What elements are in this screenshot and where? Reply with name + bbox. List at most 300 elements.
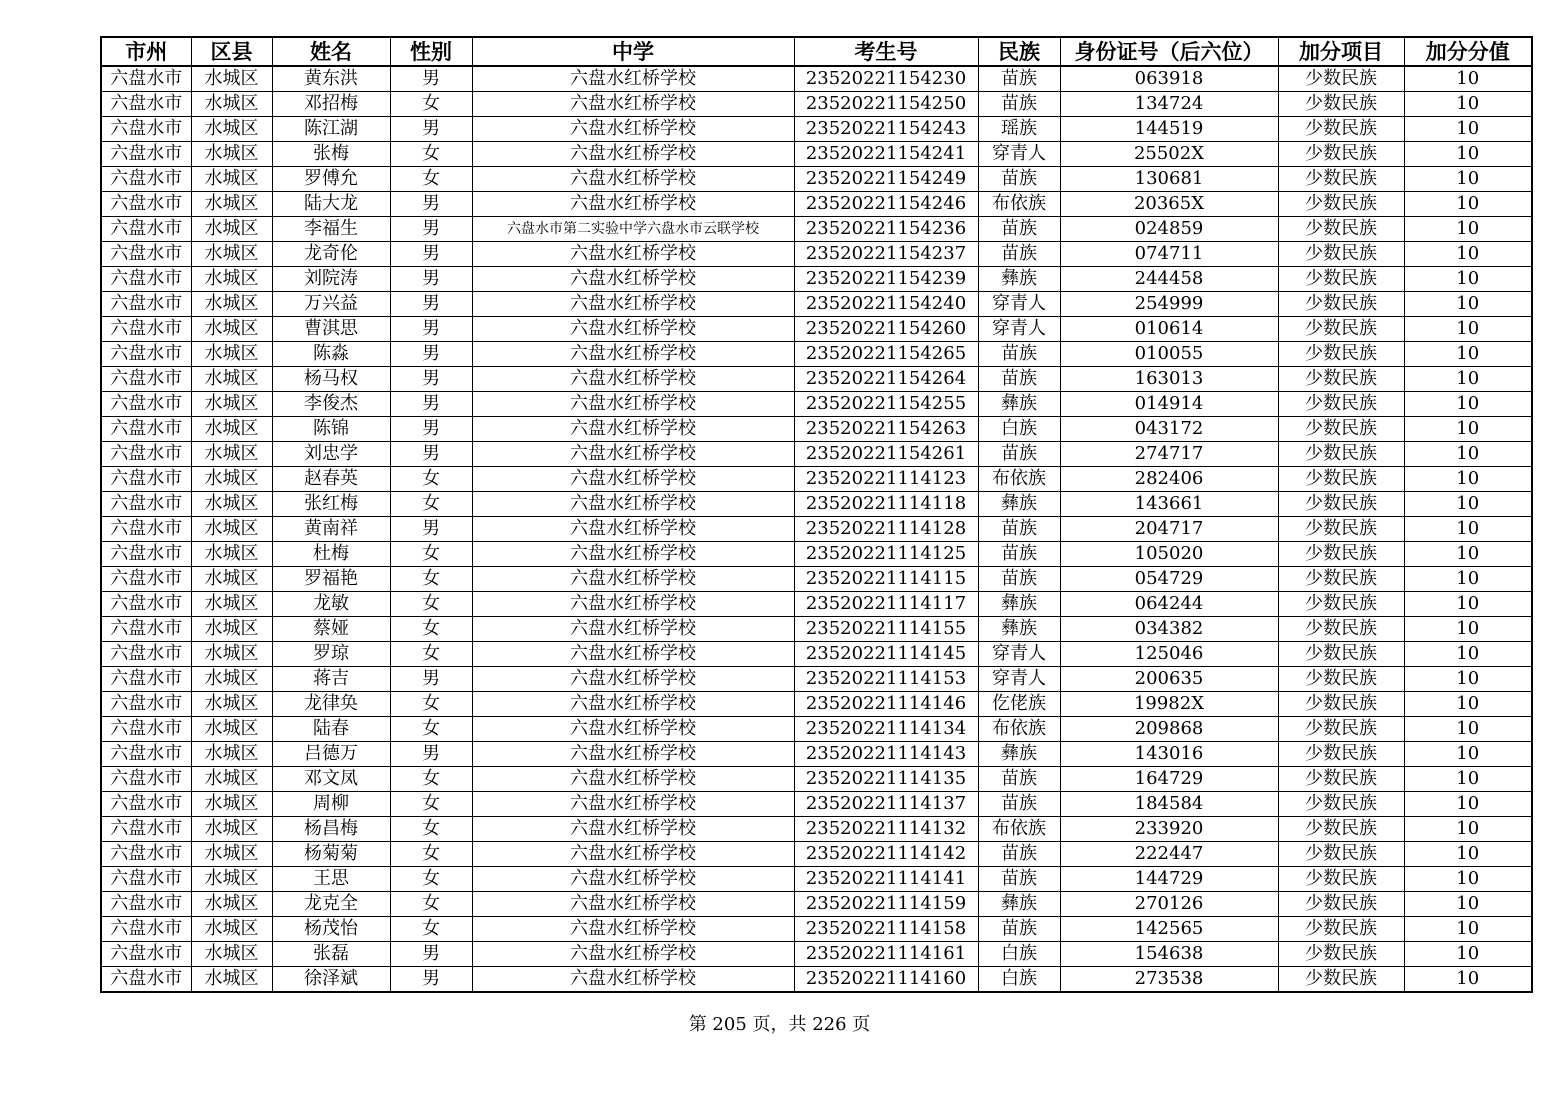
cell-district: 水城区 xyxy=(191,592,272,617)
cell-bonus-item: 少数民族 xyxy=(1278,392,1404,417)
cell-city: 六盘水市 xyxy=(101,242,191,267)
cell-id-last-six: 143661 xyxy=(1060,492,1278,517)
cell-district: 水城区 xyxy=(191,217,272,242)
cell-bonus-item: 少数民族 xyxy=(1278,367,1404,392)
table-row xyxy=(101,292,1532,317)
cell-name: 陆大龙 xyxy=(272,192,390,217)
cell-name: 徐泽斌 xyxy=(272,967,390,993)
table-row xyxy=(101,192,1532,217)
cell-ethnicity: 穿青人 xyxy=(978,667,1060,692)
header-ethnicity: 民族 xyxy=(978,37,1060,66)
cell-ethnicity: 彝族 xyxy=(978,892,1060,917)
cell-city: 六盘水市 xyxy=(101,642,191,667)
table-row xyxy=(101,642,1532,667)
cell-bonus-item: 少数民族 xyxy=(1278,892,1404,917)
cell-id-last-six: 142565 xyxy=(1060,917,1278,942)
cell-name: 黄南祥 xyxy=(272,517,390,542)
cell-exam-number: 23520221114117 xyxy=(794,592,978,617)
table-row xyxy=(101,742,1532,767)
cell-city: 六盘水市 xyxy=(101,667,191,692)
cell-name: 杨马权 xyxy=(272,367,390,392)
cell-district: 水城区 xyxy=(191,517,272,542)
table-row xyxy=(101,117,1532,142)
cell-id-last-six: 043172 xyxy=(1060,417,1278,442)
cell-name: 李福生 xyxy=(272,217,390,242)
cell-id-last-six: 064244 xyxy=(1060,592,1278,617)
cell-district: 水城区 xyxy=(191,942,272,967)
table-row xyxy=(101,967,1532,993)
table-row xyxy=(101,242,1532,267)
cell-ethnicity: 苗族 xyxy=(978,767,1060,792)
cell-ethnicity: 苗族 xyxy=(978,167,1060,192)
cell-ethnicity: 苗族 xyxy=(978,217,1060,242)
cell-ethnicity: 苗族 xyxy=(978,242,1060,267)
cell-bonus-item: 少数民族 xyxy=(1278,642,1404,667)
cell-id-last-six: 282406 xyxy=(1060,467,1278,492)
table-row xyxy=(101,217,1532,242)
cell-exam-number: 23520221154237 xyxy=(794,242,978,267)
cell-ethnicity: 布依族 xyxy=(978,192,1060,217)
cell-id-last-six: 010614 xyxy=(1060,317,1278,342)
header-name: 姓名 xyxy=(272,37,390,66)
header-bonus-value: 加分分值 xyxy=(1404,37,1532,66)
cell-ethnicity: 布依族 xyxy=(978,717,1060,742)
cell-id-last-six: 144729 xyxy=(1060,867,1278,892)
cell-school: 六盘水红桥学校 xyxy=(472,492,794,517)
cell-ethnicity: 穿青人 xyxy=(978,292,1060,317)
cell-gender: 男 xyxy=(390,367,472,392)
cell-exam-number: 23520221114135 xyxy=(794,767,978,792)
cell-id-last-six: 222447 xyxy=(1060,842,1278,867)
table-row xyxy=(101,917,1532,942)
bonus-points-table xyxy=(100,36,1533,993)
header-id-last-six: 身份证号（后六位） xyxy=(1060,37,1278,66)
cell-name: 张磊 xyxy=(272,942,390,967)
table-row xyxy=(101,542,1532,567)
cell-school: 六盘水红桥学校 xyxy=(472,467,794,492)
cell-exam-number: 23520221154264 xyxy=(794,367,978,392)
cell-exam-number: 23520221114160 xyxy=(794,967,978,993)
cell-bonus-value: 10 xyxy=(1404,717,1532,742)
cell-name: 罗琼 xyxy=(272,642,390,667)
cell-district: 水城区 xyxy=(191,717,272,742)
cell-exam-number: 23520221114123 xyxy=(794,467,978,492)
table-row xyxy=(101,592,1532,617)
cell-gender: 女 xyxy=(390,617,472,642)
cell-name: 陈锦 xyxy=(272,417,390,442)
cell-gender: 男 xyxy=(390,242,472,267)
cell-name: 陆春 xyxy=(272,717,390,742)
header-exam-number: 考生号 xyxy=(794,37,978,66)
table-row xyxy=(101,142,1532,167)
cell-bonus-value: 10 xyxy=(1404,817,1532,842)
cell-exam-number: 23520221114115 xyxy=(794,567,978,592)
cell-district: 水城区 xyxy=(191,492,272,517)
cell-gender: 男 xyxy=(390,442,472,467)
cell-bonus-item: 少数民族 xyxy=(1278,267,1404,292)
cell-bonus-value: 10 xyxy=(1404,517,1532,542)
cell-id-last-six: 270126 xyxy=(1060,892,1278,917)
cell-bonus-item: 少数民族 xyxy=(1278,617,1404,642)
cell-school: 六盘水红桥学校 xyxy=(472,267,794,292)
cell-bonus-item: 少数民族 xyxy=(1278,692,1404,717)
cell-city: 六盘水市 xyxy=(101,342,191,367)
cell-name: 吕德万 xyxy=(272,742,390,767)
cell-exam-number: 23520221114142 xyxy=(794,842,978,867)
cell-bonus-item: 少数民族 xyxy=(1278,117,1404,142)
cell-bonus-value: 10 xyxy=(1404,967,1532,993)
cell-exam-number: 23520221114145 xyxy=(794,642,978,667)
cell-bonus-value: 10 xyxy=(1404,867,1532,892)
cell-gender: 男 xyxy=(390,292,472,317)
cell-name: 刘忠学 xyxy=(272,442,390,467)
cell-city: 六盘水市 xyxy=(101,417,191,442)
cell-name: 黄东洪 xyxy=(272,66,390,92)
cell-name: 李俊杰 xyxy=(272,392,390,417)
cell-name: 王思 xyxy=(272,867,390,892)
cell-gender: 男 xyxy=(390,192,472,217)
cell-bonus-value: 10 xyxy=(1404,692,1532,717)
cell-bonus-value: 10 xyxy=(1404,642,1532,667)
table-row xyxy=(101,692,1532,717)
cell-gender: 女 xyxy=(390,542,472,567)
cell-id-last-six: 204717 xyxy=(1060,517,1278,542)
page-number: 第 205 页，共 226 页 xyxy=(688,1014,871,1035)
cell-id-last-six: 063918 xyxy=(1060,66,1278,92)
cell-name: 龙克全 xyxy=(272,892,390,917)
cell-city: 六盘水市 xyxy=(101,617,191,642)
cell-gender: 女 xyxy=(390,592,472,617)
header-city: 市州 xyxy=(101,37,191,66)
cell-district: 水城区 xyxy=(191,142,272,167)
cell-city: 六盘水市 xyxy=(101,392,191,417)
cell-bonus-value: 10 xyxy=(1404,342,1532,367)
cell-bonus-item: 少数民族 xyxy=(1278,717,1404,742)
cell-city: 六盘水市 xyxy=(101,917,191,942)
cell-bonus-item: 少数民族 xyxy=(1278,817,1404,842)
cell-gender: 女 xyxy=(390,567,472,592)
cell-name: 万兴益 xyxy=(272,292,390,317)
cell-school: 六盘水红桥学校 xyxy=(472,142,794,167)
cell-ethnicity: 苗族 xyxy=(978,517,1060,542)
cell-district: 水城区 xyxy=(191,542,272,567)
cell-gender: 男 xyxy=(390,117,472,142)
cell-id-last-six: 125046 xyxy=(1060,642,1278,667)
cell-exam-number: 23520221154249 xyxy=(794,167,978,192)
cell-school: 六盘水红桥学校 xyxy=(472,792,794,817)
table-row xyxy=(101,317,1532,342)
table-row xyxy=(101,417,1532,442)
cell-school: 六盘水市第二实验中学六盘水市云联学校 xyxy=(472,217,794,242)
table-row xyxy=(101,267,1532,292)
cell-city: 六盘水市 xyxy=(101,517,191,542)
cell-exam-number: 23520221114128 xyxy=(794,517,978,542)
cell-city: 六盘水市 xyxy=(101,842,191,867)
cell-district: 水城区 xyxy=(191,342,272,367)
cell-school: 六盘水红桥学校 xyxy=(472,667,794,692)
cell-district: 水城区 xyxy=(191,642,272,667)
cell-city: 六盘水市 xyxy=(101,717,191,742)
cell-bonus-item: 少数民族 xyxy=(1278,292,1404,317)
cell-school: 六盘水红桥学校 xyxy=(472,392,794,417)
cell-bonus-item: 少数民族 xyxy=(1278,667,1404,692)
cell-gender: 女 xyxy=(390,842,472,867)
table-row xyxy=(101,517,1532,542)
cell-name: 邓文凤 xyxy=(272,767,390,792)
cell-gender: 男 xyxy=(390,342,472,367)
cell-id-last-six: 273538 xyxy=(1060,967,1278,993)
cell-district: 水城区 xyxy=(191,167,272,192)
cell-id-last-six: 143016 xyxy=(1060,742,1278,767)
header-bonus-item: 加分项目 xyxy=(1278,37,1404,66)
cell-city: 六盘水市 xyxy=(101,317,191,342)
cell-exam-number: 23520221114118 xyxy=(794,492,978,517)
cell-id-last-six: 163013 xyxy=(1060,367,1278,392)
cell-id-last-six: 20365X xyxy=(1060,192,1278,217)
cell-bonus-item: 少数民族 xyxy=(1278,917,1404,942)
cell-gender: 女 xyxy=(390,867,472,892)
cell-bonus-value: 10 xyxy=(1404,92,1532,117)
cell-bonus-value: 10 xyxy=(1404,167,1532,192)
cell-exam-number: 23520221114158 xyxy=(794,917,978,942)
cell-id-last-six: 254999 xyxy=(1060,292,1278,317)
cell-gender: 男 xyxy=(390,967,472,993)
cell-city: 六盘水市 xyxy=(101,442,191,467)
cell-exam-number: 23520221114132 xyxy=(794,817,978,842)
cell-exam-number: 23520221114161 xyxy=(794,942,978,967)
cell-bonus-value: 10 xyxy=(1404,892,1532,917)
cell-school: 六盘水红桥学校 xyxy=(472,317,794,342)
cell-bonus-item: 少数民族 xyxy=(1278,66,1404,92)
cell-id-last-six: 244458 xyxy=(1060,267,1278,292)
cell-name: 陈淼 xyxy=(272,342,390,367)
cell-school: 六盘水红桥学校 xyxy=(472,692,794,717)
cell-name: 杨菊菊 xyxy=(272,842,390,867)
cell-name: 邓招梅 xyxy=(272,92,390,117)
cell-bonus-value: 10 xyxy=(1404,667,1532,692)
cell-bonus-item: 少数民族 xyxy=(1278,517,1404,542)
cell-district: 水城区 xyxy=(191,292,272,317)
cell-bonus-item: 少数民族 xyxy=(1278,167,1404,192)
cell-ethnicity: 苗族 xyxy=(978,367,1060,392)
table-row xyxy=(101,367,1532,392)
cell-exam-number: 23520221114155 xyxy=(794,617,978,642)
cell-city: 六盘水市 xyxy=(101,967,191,993)
cell-bonus-item: 少数民族 xyxy=(1278,767,1404,792)
cell-district: 水城区 xyxy=(191,842,272,867)
cell-id-last-six: 274717 xyxy=(1060,442,1278,467)
cell-district: 水城区 xyxy=(191,667,272,692)
cell-exam-number: 23520221154243 xyxy=(794,117,978,142)
table-row xyxy=(101,167,1532,192)
cell-gender: 男 xyxy=(390,217,472,242)
cell-city: 六盘水市 xyxy=(101,117,191,142)
cell-district: 水城区 xyxy=(191,92,272,117)
cell-gender: 男 xyxy=(390,66,472,92)
header-row xyxy=(101,37,1532,66)
cell-exam-number: 23520221154240 xyxy=(794,292,978,317)
cell-district: 水城区 xyxy=(191,692,272,717)
cell-ethnicity: 彝族 xyxy=(978,617,1060,642)
cell-name: 杜梅 xyxy=(272,542,390,567)
table-row xyxy=(101,767,1532,792)
cell-id-last-six: 200635 xyxy=(1060,667,1278,692)
cell-district: 水城区 xyxy=(191,66,272,92)
cell-exam-number: 23520221114146 xyxy=(794,692,978,717)
cell-gender: 女 xyxy=(390,642,472,667)
cell-exam-number: 23520221154230 xyxy=(794,66,978,92)
cell-bonus-item: 少数民族 xyxy=(1278,342,1404,367)
cell-district: 水城区 xyxy=(191,417,272,442)
cell-city: 六盘水市 xyxy=(101,367,191,392)
cell-ethnicity: 苗族 xyxy=(978,567,1060,592)
cell-id-last-six: 074711 xyxy=(1060,242,1278,267)
cell-id-last-six: 105020 xyxy=(1060,542,1278,567)
cell-district: 水城区 xyxy=(191,442,272,467)
cell-exam-number: 23520221154263 xyxy=(794,417,978,442)
cell-exam-number: 23520221154241 xyxy=(794,142,978,167)
cell-city: 六盘水市 xyxy=(101,592,191,617)
cell-school: 六盘水红桥学校 xyxy=(472,892,794,917)
cell-name: 罗福艳 xyxy=(272,567,390,592)
table-row xyxy=(101,467,1532,492)
cell-ethnicity: 穿青人 xyxy=(978,317,1060,342)
cell-bonus-item: 少数民族 xyxy=(1278,742,1404,767)
cell-name: 周柳 xyxy=(272,792,390,817)
cell-ethnicity: 苗族 xyxy=(978,917,1060,942)
cell-id-last-six: 034382 xyxy=(1060,617,1278,642)
cell-gender: 男 xyxy=(390,267,472,292)
cell-bonus-value: 10 xyxy=(1404,292,1532,317)
cell-city: 六盘水市 xyxy=(101,792,191,817)
table-row xyxy=(101,842,1532,867)
cell-ethnicity: 布依族 xyxy=(978,467,1060,492)
cell-ethnicity: 白族 xyxy=(978,967,1060,993)
cell-id-last-six: 25502X xyxy=(1060,142,1278,167)
cell-bonus-value: 10 xyxy=(1404,542,1532,567)
cell-gender: 女 xyxy=(390,467,472,492)
table-row xyxy=(101,92,1532,117)
cell-exam-number: 23520221114159 xyxy=(794,892,978,917)
cell-district: 水城区 xyxy=(191,817,272,842)
cell-school: 六盘水红桥学校 xyxy=(472,117,794,142)
cell-district: 水城区 xyxy=(191,917,272,942)
cell-school: 六盘水红桥学校 xyxy=(472,817,794,842)
cell-name: 陈江湖 xyxy=(272,117,390,142)
cell-district: 水城区 xyxy=(191,792,272,817)
cell-gender: 男 xyxy=(390,392,472,417)
cell-gender: 女 xyxy=(390,792,472,817)
cell-district: 水城区 xyxy=(191,242,272,267)
cell-city: 六盘水市 xyxy=(101,692,191,717)
cell-id-last-six: 19982X xyxy=(1060,692,1278,717)
cell-ethnicity: 白族 xyxy=(978,942,1060,967)
cell-gender: 女 xyxy=(390,492,472,517)
cell-bonus-value: 10 xyxy=(1404,567,1532,592)
cell-id-last-six: 130681 xyxy=(1060,167,1278,192)
cell-bonus-item: 少数民族 xyxy=(1278,92,1404,117)
cell-bonus-item: 少数民族 xyxy=(1278,967,1404,993)
table-row xyxy=(101,867,1532,892)
cell-school: 六盘水红桥学校 xyxy=(472,592,794,617)
cell-bonus-value: 10 xyxy=(1404,392,1532,417)
cell-ethnicity: 穿青人 xyxy=(978,142,1060,167)
cell-exam-number: 23520221154261 xyxy=(794,442,978,467)
cell-school: 六盘水红桥学校 xyxy=(472,192,794,217)
cell-ethnicity: 苗族 xyxy=(978,66,1060,92)
cell-city: 六盘水市 xyxy=(101,267,191,292)
cell-id-last-six: 134724 xyxy=(1060,92,1278,117)
cell-bonus-value: 10 xyxy=(1404,617,1532,642)
table-row xyxy=(101,442,1532,467)
cell-gender: 女 xyxy=(390,817,472,842)
cell-district: 水城区 xyxy=(191,567,272,592)
cell-ethnicity: 苗族 xyxy=(978,342,1060,367)
cell-school: 六盘水红桥学校 xyxy=(472,742,794,767)
cell-bonus-value: 10 xyxy=(1404,592,1532,617)
cell-exam-number: 23520221154255 xyxy=(794,392,978,417)
cell-bonus-item: 少数民族 xyxy=(1278,217,1404,242)
cell-bonus-value: 10 xyxy=(1404,142,1532,167)
cell-ethnicity: 彝族 xyxy=(978,492,1060,517)
cell-city: 六盘水市 xyxy=(101,192,191,217)
cell-bonus-item: 少数民族 xyxy=(1278,842,1404,867)
cell-gender: 女 xyxy=(390,142,472,167)
table-row xyxy=(101,817,1532,842)
cell-bonus-value: 10 xyxy=(1404,842,1532,867)
cell-school: 六盘水红桥学校 xyxy=(472,517,794,542)
cell-bonus-value: 10 xyxy=(1404,492,1532,517)
cell-exam-number: 23520221154260 xyxy=(794,317,978,342)
cell-id-last-six: 164729 xyxy=(1060,767,1278,792)
cell-name: 曹淇思 xyxy=(272,317,390,342)
cell-district: 水城区 xyxy=(191,892,272,917)
cell-ethnicity: 彝族 xyxy=(978,592,1060,617)
cell-name: 蒋吉 xyxy=(272,667,390,692)
cell-bonus-item: 少数民族 xyxy=(1278,542,1404,567)
cell-name: 罗傅允 xyxy=(272,167,390,192)
cell-ethnicity: 布依族 xyxy=(978,817,1060,842)
cell-school: 六盘水红桥学校 xyxy=(472,867,794,892)
cell-ethnicity: 苗族 xyxy=(978,792,1060,817)
cell-name: 杨茂怡 xyxy=(272,917,390,942)
cell-ethnicity: 苗族 xyxy=(978,542,1060,567)
cell-gender: 女 xyxy=(390,717,472,742)
table-row xyxy=(101,717,1532,742)
cell-gender: 女 xyxy=(390,917,472,942)
cell-name: 杨昌梅 xyxy=(272,817,390,842)
cell-district: 水城区 xyxy=(191,367,272,392)
cell-bonus-item: 少数民族 xyxy=(1278,467,1404,492)
cell-name: 刘院涛 xyxy=(272,267,390,292)
cell-id-last-six: 014914 xyxy=(1060,392,1278,417)
cell-ethnicity: 苗族 xyxy=(978,867,1060,892)
cell-city: 六盘水市 xyxy=(101,167,191,192)
cell-bonus-value: 10 xyxy=(1404,242,1532,267)
header-gender: 性别 xyxy=(390,37,472,66)
cell-city: 六盘水市 xyxy=(101,292,191,317)
table-row xyxy=(101,567,1532,592)
cell-gender: 男 xyxy=(390,667,472,692)
table-row xyxy=(101,66,1532,92)
cell-district: 水城区 xyxy=(191,192,272,217)
cell-gender: 女 xyxy=(390,92,472,117)
cell-city: 六盘水市 xyxy=(101,567,191,592)
cell-city: 六盘水市 xyxy=(101,142,191,167)
cell-id-last-six: 233920 xyxy=(1060,817,1278,842)
cell-ethnicity: 彝族 xyxy=(978,267,1060,292)
table-row xyxy=(101,392,1532,417)
